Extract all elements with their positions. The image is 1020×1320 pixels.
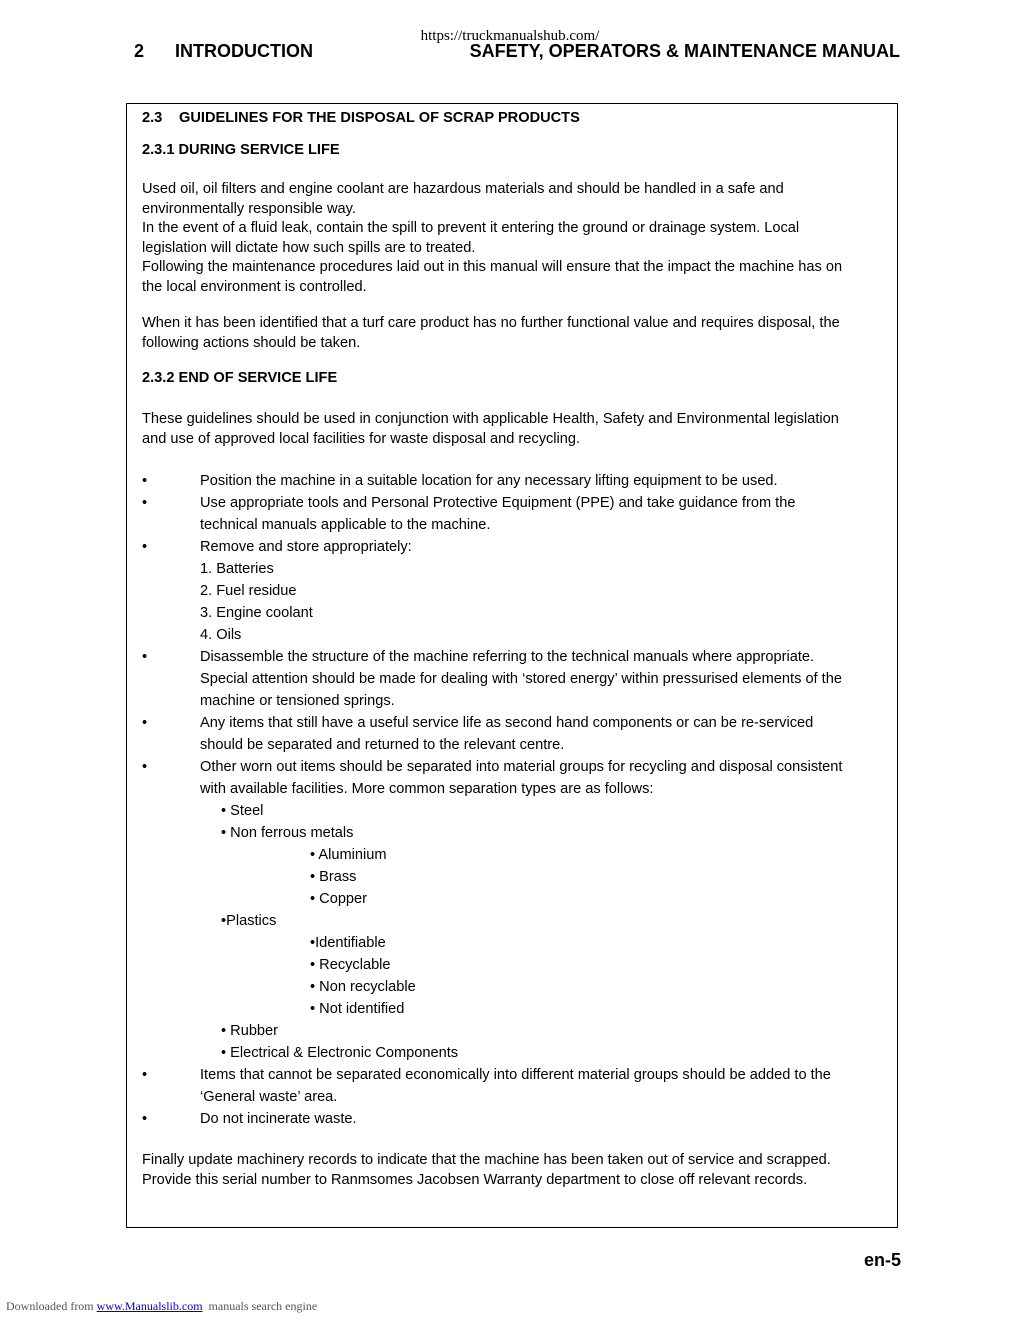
paragraph-line: following actions should be taken. [142, 334, 361, 351]
list-item-line: machine or tensioned springs. [200, 693, 395, 709]
list-item [142, 712, 890, 756]
list-item [142, 470, 890, 492]
material-group-item: •Identifiable [310, 935, 386, 951]
list-item-line: Position the machine in a suitable location for any necessary lifting equipment to be used. [200, 473, 778, 489]
material-group-item: •Plastics [221, 913, 277, 929]
bullet-symbol: • [142, 649, 148, 665]
list-item [142, 756, 890, 800]
bullet-symbol: • [142, 473, 148, 489]
manual-title: SAFETY, OPERATORS & MAINTENANCE MANUAL [469, 41, 900, 61]
list-item-line: should be separated and returned to the relevant centre. [200, 737, 565, 753]
chapter-title: INTRODUCTION [175, 41, 313, 61]
bullet-symbol: • [142, 715, 148, 731]
download-note [6, 1299, 317, 1314]
list-item-line: Other worn out items should be separated into material groups for recycling and disposal consistent [200, 759, 843, 775]
list-item-line: with available facilities. More common separation types are as follows: [200, 781, 654, 797]
paragraph-line: environmentally responsible way. [142, 200, 356, 217]
list-item-line: Use appropriate tools and Personal Protective Equipment (PPE) and take guidance from the [200, 495, 796, 511]
list-item [142, 536, 890, 558]
paragraph-line: Following the maintenance procedures laid out in this manual will ensure that the impact the machine has on [142, 259, 843, 275]
paragraph-line: the local environment is controlled. [142, 278, 367, 295]
list-item-line: Special attention should be made for dealing with ‘stored energy’ within pressurised elements of the [200, 671, 842, 687]
list-item-line: Do not incinerate waste. [200, 1111, 357, 1127]
paragraph-line: These guidelines should be used in conjunction with applicable Health, Safety and Environmental legislation [142, 411, 839, 427]
list-item-line: ‘General waste’ area. [200, 1089, 338, 1105]
bullet-symbol: • [142, 495, 148, 511]
list-item [142, 646, 890, 712]
material-group-item: • Aluminium [310, 847, 387, 863]
numbered-item: 4. Oils [200, 627, 242, 643]
bullet-symbol: • [142, 539, 148, 555]
section-title: GUIDELINES FOR THE DISPOSAL OF SCRAP PRODUCTS [179, 110, 580, 126]
list-item-line: Disassemble the structure of the machine referring to the technical manuals where appropriate. [200, 649, 815, 665]
list-item [142, 1064, 890, 1108]
material-group-item: • Brass [310, 869, 357, 885]
section-number: 2.3 [142, 110, 163, 126]
paragraph-line: legislation will dictate how such spills are to treated. [142, 239, 476, 256]
list-item-line: Remove and store appropriately: [200, 539, 412, 555]
bullet-symbol: • [142, 1111, 148, 1127]
paragraph-line: When it has been identified that a turf care product has no further functional value and requires disposal, the [142, 315, 840, 331]
download-prefix: Downloaded from [6, 1299, 94, 1313]
material-group-item: • Not identified [310, 1001, 405, 1017]
list-item-line: technical manuals applicable to the machine. [200, 517, 491, 533]
numbered-item: 1. Batteries [200, 561, 274, 577]
list-item-line: Any items that still have a useful service life as second hand components or can be re-serviced [200, 715, 814, 731]
section-content [142, 106, 890, 1190]
disposal-intro-paragraph [142, 314, 890, 353]
material-group-item: • Non recyclable [310, 979, 416, 995]
bullet-symbol: • [142, 759, 148, 775]
material-group-item: • Copper [310, 891, 368, 907]
material-group-item: • Steel [221, 803, 264, 819]
paragraph-line: Finally update machinery records to indicate that the machine has been taken out of service and scrapped. [142, 1152, 831, 1168]
list-item-line: Items that cannot be separated economically into different material groups should be added to the [200, 1067, 831, 1083]
disposal-steps-list [142, 470, 890, 1130]
material-group-item: • Non ferrous metals [221, 825, 354, 841]
subsection-heading-end-of-life: 2.3.2 END OF SERVICE LIFE [142, 370, 338, 386]
numbered-item: 3. Engine coolant [200, 605, 313, 621]
page-number: en-5 [863, 1250, 901, 1270]
list-item [142, 1108, 890, 1130]
hazardous-materials-paragraph [142, 180, 890, 297]
paragraph-line: Provide this serial number to Ranmsomes Jacobsen Warranty department to close off relevant records. [142, 1171, 808, 1188]
chapter-number: 2 [134, 41, 145, 61]
paragraph-line: and use of approved local facilities for waste disposal and recycling. [142, 430, 581, 447]
material-group-item: • Recyclable [310, 957, 391, 973]
manualslib-link[interactable]: www.Manualslib.com [96, 1299, 203, 1313]
download-suffix: manuals search engine [208, 1299, 318, 1313]
subsection-heading-during-service: 2.3.1 DURING SERVICE LIFE [142, 142, 340, 158]
bullet-symbol: • [142, 1067, 148, 1083]
material-group-item: • Rubber [221, 1023, 279, 1039]
numbered-item: 2. Fuel residue [200, 583, 297, 599]
source-url: https://truckmanualshub.com/ [420, 28, 600, 44]
material-group-item: • Electrical & Electronic Components [221, 1045, 459, 1061]
section-heading [142, 106, 890, 130]
paragraph-line: In the event of a fluid leak, contain the spill to prevent it entering the ground or drainage system. Local [142, 220, 800, 236]
list-item [142, 492, 890, 536]
paragraph-line: Used oil, oil filters and engine coolant are hazardous materials and should be handled in a safe and [142, 181, 784, 197]
guidelines-paragraph [142, 410, 890, 449]
final-paragraph [142, 1151, 890, 1190]
